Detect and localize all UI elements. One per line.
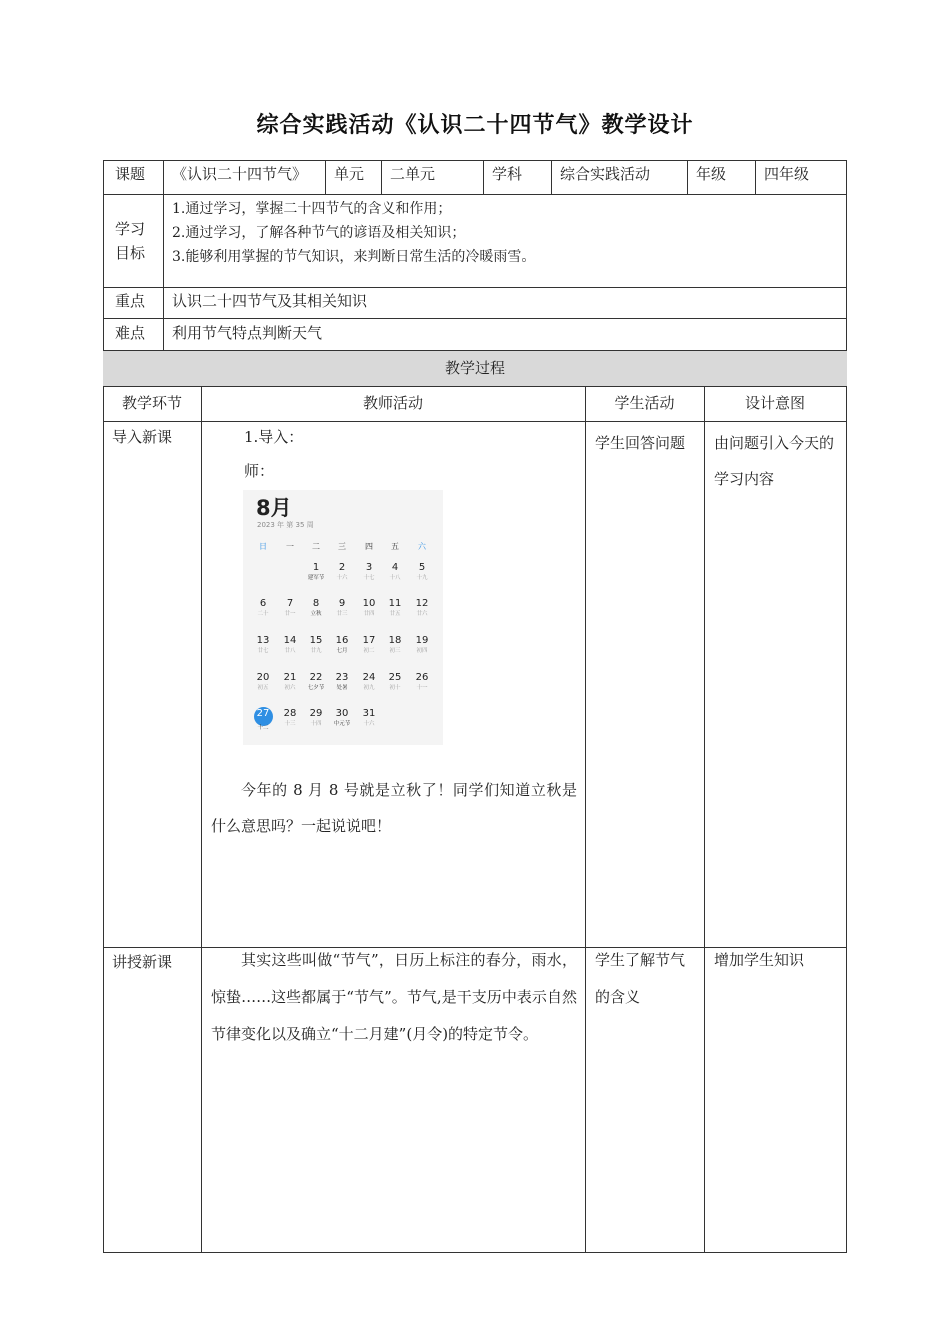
calendar-day-lunar: 十七 xyxy=(363,575,375,581)
topic-value: 《认识二十四节气》 xyxy=(172,165,308,183)
key-point-value: 认识二十四节气及其相关知识 xyxy=(172,292,368,310)
calendar-day-lunar: 建军节 xyxy=(307,575,325,581)
calendar-day-lunar: 初五 xyxy=(257,685,269,691)
calendar-day-number: 15 xyxy=(309,635,323,646)
calendar-day-lunar: 十九 xyxy=(416,575,428,581)
column-header-student: 学生活动 xyxy=(614,394,675,412)
calendar-day-lunar: 七月 xyxy=(336,648,348,654)
calendar-day-lunar: 廿五 xyxy=(389,611,401,617)
calendar-day-number: 20 xyxy=(256,672,270,683)
calendar-day-number: 7 xyxy=(286,598,294,609)
calendar-day xyxy=(250,635,276,655)
calendar-day-number: 16 xyxy=(335,635,349,646)
calendar-day xyxy=(382,635,408,655)
table-border xyxy=(704,386,705,1253)
goals-label-line1: 学习 xyxy=(115,220,146,238)
calendar-day xyxy=(329,598,355,618)
teacher-speaker: 师： xyxy=(244,462,275,480)
table-border xyxy=(103,1252,847,1253)
calendar-day xyxy=(277,708,303,728)
unit-value: 二单元 xyxy=(390,165,436,183)
calendar-day-number: 8 xyxy=(312,598,320,609)
calendar-day-lunar: 初四 xyxy=(416,648,428,654)
process-header: 教学过程 xyxy=(444,359,505,377)
calendar-day xyxy=(303,672,329,692)
table-border xyxy=(103,318,847,319)
key-point-label: 重点 xyxy=(115,292,146,310)
subject-value: 综合实践活动 xyxy=(560,165,651,183)
calendar-month: 8月 xyxy=(256,496,292,520)
column-header-teacher: 教师活动 xyxy=(362,394,423,412)
table-border xyxy=(325,160,326,194)
design-intent: 由问题引入今天的学习内容 xyxy=(714,434,835,488)
calendar-day-lunar: 廿四 xyxy=(363,611,375,617)
calendar-day xyxy=(303,708,329,728)
design-intent: 增加学生知识 xyxy=(714,951,805,969)
calendar-day-lunar: 十四 xyxy=(310,721,322,727)
grade-value: 四年级 xyxy=(764,165,810,183)
calendar-day xyxy=(382,672,408,692)
calendar-day-lunar: 廿九 xyxy=(310,648,322,654)
table-border xyxy=(551,160,552,194)
calendar-day-lunar: 廿一 xyxy=(284,611,296,617)
table-border xyxy=(103,287,847,288)
calendar-day xyxy=(409,672,435,692)
calendar-day-lunar: 廿八 xyxy=(284,648,296,654)
calendar-day-lunar: 处暑 xyxy=(336,685,348,691)
calendar-day-lunar: 廿六 xyxy=(416,611,428,617)
calendar-day xyxy=(356,672,382,692)
calendar-day-lunar: 十六 xyxy=(363,721,375,727)
goal-item: 2.通过学习，了解各种节气的谚语及相关知识； xyxy=(172,225,466,241)
calendar-day xyxy=(356,562,382,582)
calendar-day xyxy=(409,598,435,618)
calendar-day xyxy=(356,598,382,618)
table-border xyxy=(163,160,164,350)
teacher-text-import: 今年的 8 月 8 号就是立秋了！同学们知道立秋是什么意思吗？一起说说吧！ xyxy=(211,781,577,835)
calendar-day-number: 24 xyxy=(362,672,376,683)
calendar-day-number: 9 xyxy=(338,598,346,609)
column-header-stage: 教学环节 xyxy=(121,394,182,412)
calendar-image xyxy=(243,490,443,745)
calendar-day xyxy=(382,562,408,582)
calendar-day xyxy=(409,635,435,655)
calendar-day-lunar: 十八 xyxy=(389,575,401,581)
calendar-day-lunar: 中元节 xyxy=(333,721,351,727)
calendar-weekday: 一 xyxy=(286,542,294,551)
teacher-text-lecture: 其实这些叫做“节气”，日历上标注的春分，雨水，惊蛰……这些都属于“节气”。节气,是干支历中表示自然节律变化以及确立“十二月建”(月令)的特定节令。 xyxy=(211,951,577,1043)
calendar-day-lunar: 廿七 xyxy=(257,648,269,654)
table-border xyxy=(103,160,104,1253)
goal-item: 3.能够利用掌握的节气知识，来判断日常生活的冷暖雨雪。 xyxy=(172,249,536,265)
calendar-day-number: 1 xyxy=(312,562,320,573)
calendar-day xyxy=(277,598,303,618)
calendar-day-number: 19 xyxy=(415,635,429,646)
calendar-day-number: 11 xyxy=(388,598,402,609)
calendar-day-number: 27 xyxy=(256,708,270,719)
calendar-day xyxy=(303,598,329,618)
calendar-day-number: 5 xyxy=(418,562,426,573)
calendar-day-number: 21 xyxy=(283,672,297,683)
calendar-day xyxy=(250,708,276,732)
table-border xyxy=(103,160,847,161)
calendar-day xyxy=(303,635,329,655)
goals-label-line2: 目标 xyxy=(115,244,146,262)
table-border xyxy=(103,421,847,422)
calendar-day-number: 22 xyxy=(309,672,323,683)
difficulty-label: 难点 xyxy=(115,324,146,342)
calendar-day xyxy=(329,708,355,728)
calendar-weekday: 日 xyxy=(259,542,267,551)
calendar-week-info: 2023 年 第 35 周 xyxy=(257,521,314,529)
calendar-day-lunar: 十六 xyxy=(336,575,348,581)
calendar-day xyxy=(277,635,303,655)
table-border xyxy=(103,386,847,387)
calendar-day xyxy=(382,598,408,618)
calendar-day-number: 25 xyxy=(388,672,402,683)
calendar-day xyxy=(250,672,276,692)
goal-item: 1.通过学习，掌握二十四节气的含义和作用； xyxy=(172,201,452,217)
calendar-day-lunar: 廿三 xyxy=(336,611,348,617)
calendar-day-number: 6 xyxy=(259,598,267,609)
calendar-day-number: 4 xyxy=(391,562,399,573)
topic-label: 课题 xyxy=(115,165,146,183)
table-border xyxy=(381,160,382,194)
stage-cell: 讲授新课 xyxy=(112,953,173,971)
column-header-intent: 设计意图 xyxy=(744,394,805,412)
calendar-day-lunar: 十一 xyxy=(416,685,428,691)
calendar-day xyxy=(250,598,276,618)
calendar-day-lunar: 十二 xyxy=(257,725,269,731)
calendar-weekday: 三 xyxy=(338,542,346,551)
table-border xyxy=(846,160,847,1253)
calendar-day-number: 12 xyxy=(415,598,429,609)
calendar-day-lunar: 初十 xyxy=(389,685,401,691)
calendar-weekday: 六 xyxy=(418,542,426,551)
calendar-day-number: 17 xyxy=(362,635,376,646)
student-activity: 学生回答问题 xyxy=(595,434,686,452)
calendar-day-lunar: 十三 xyxy=(284,721,296,727)
calendar-day xyxy=(329,635,355,655)
calendar-day-lunar: 初九 xyxy=(363,685,375,691)
calendar-day-number: 3 xyxy=(365,562,373,573)
calendar-day-number: 26 xyxy=(415,672,429,683)
calendar-day-lunar: 初三 xyxy=(389,648,401,654)
table-border xyxy=(103,194,847,195)
teacher-heading: 1.导入： xyxy=(244,428,304,446)
calendar-day-lunar: 初二 xyxy=(363,648,375,654)
stage-cell: 导入新课 xyxy=(112,428,173,446)
calendar-day-number: 18 xyxy=(388,635,402,646)
calendar-day xyxy=(409,562,435,582)
grade-label: 年级 xyxy=(696,165,727,183)
calendar-day xyxy=(329,672,355,692)
student-activity: 学生了解节气的含义 xyxy=(595,951,686,1006)
calendar-day xyxy=(303,562,329,582)
calendar-day-lunar: 二十 xyxy=(257,611,269,617)
calendar-weekday: 四 xyxy=(365,542,373,551)
calendar-day-number: 23 xyxy=(335,672,349,683)
calendar-day-number: 10 xyxy=(362,598,376,609)
calendar-day xyxy=(356,635,382,655)
table-border xyxy=(201,386,202,1253)
calendar-day-number: 13 xyxy=(256,635,270,646)
document-title: 综合实践活动《认识二十四节气》教学设计 xyxy=(256,113,694,138)
table-border xyxy=(585,386,586,1253)
calendar-day-lunar: 七夕节 xyxy=(307,685,325,691)
difficulty-value: 利用节气特点判断天气 xyxy=(172,324,323,342)
calendar-day xyxy=(329,562,355,582)
calendar-weekday: 五 xyxy=(391,542,399,551)
calendar-day-number: 31 xyxy=(362,708,376,719)
table-border xyxy=(483,160,484,194)
calendar-day-lunar: 立秋 xyxy=(310,611,322,617)
calendar-day-lunar: 初六 xyxy=(284,685,296,691)
calendar-day-number: 28 xyxy=(283,708,297,719)
table-border xyxy=(687,160,688,194)
subject-label: 学科 xyxy=(492,165,523,183)
calendar-day xyxy=(277,672,303,692)
calendar-day-number: 30 xyxy=(335,708,349,719)
calendar-day-number: 29 xyxy=(309,708,323,719)
calendar-weekday: 二 xyxy=(312,542,320,551)
calendar-day xyxy=(356,708,382,728)
table-border xyxy=(755,160,756,194)
unit-label: 单元 xyxy=(334,165,365,183)
calendar-day-number: 2 xyxy=(338,562,346,573)
calendar-day-number: 14 xyxy=(283,635,297,646)
